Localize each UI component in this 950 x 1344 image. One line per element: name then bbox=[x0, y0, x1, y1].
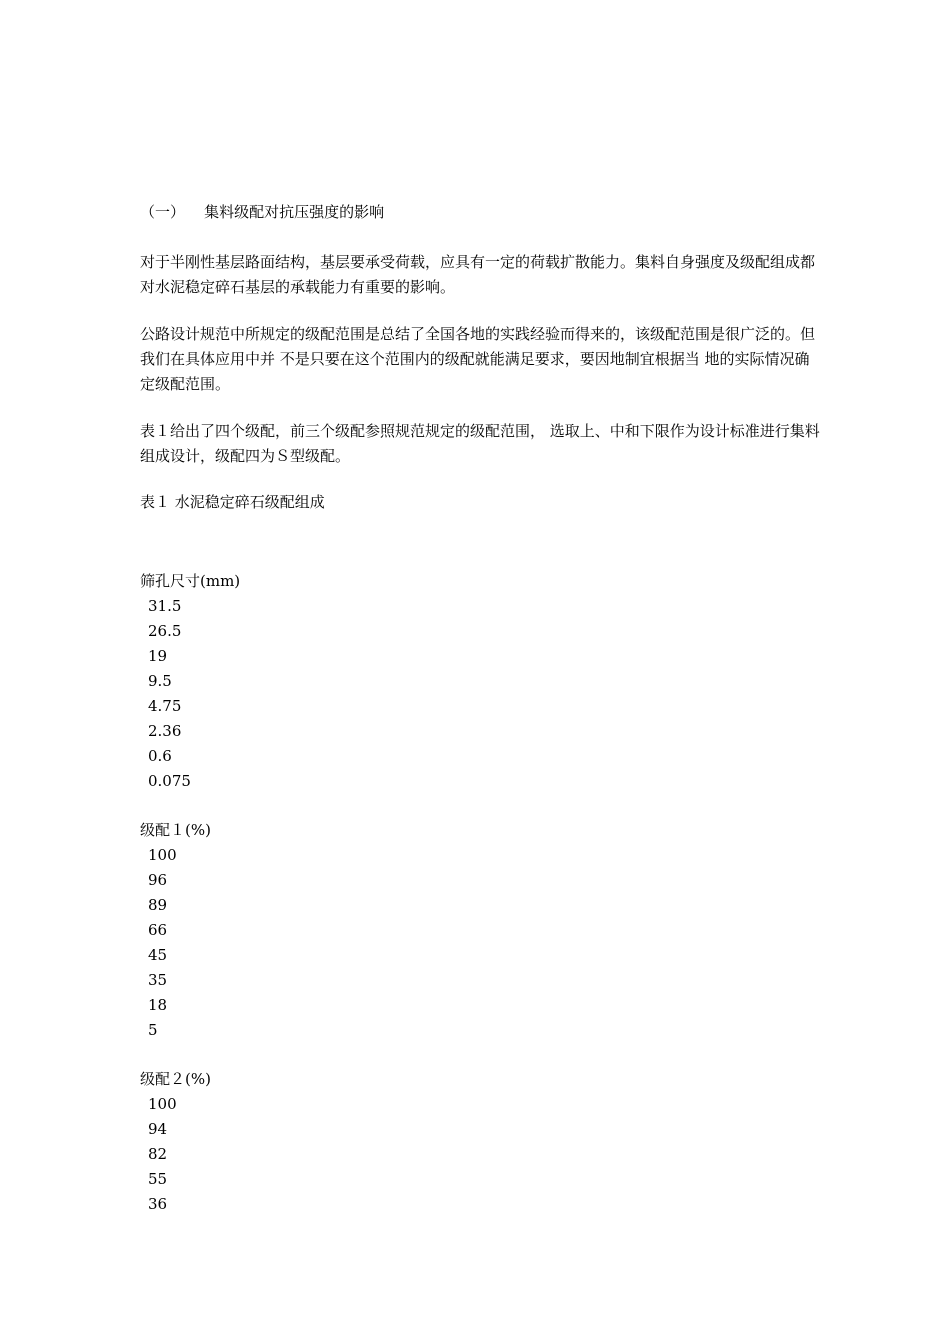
paragraph-1: 对于半刚性基层路面结构，基层要承受荷载，应具有一定的荷载扩散能力。集料自身强度及级配组成都对水泥稳定碎石基层的承载能力有重要的影响。 bbox=[140, 253, 816, 296]
table-cell: 55 bbox=[148, 1170, 168, 1188]
table-cell: 18 bbox=[148, 996, 168, 1014]
table-caption: 表１ 水泥稳定碎石级配组成 bbox=[140, 493, 325, 511]
table-cell: 31.5 bbox=[148, 597, 182, 615]
table-cell: 36 bbox=[148, 1195, 168, 1213]
column-header: 级配２(%) bbox=[140, 1070, 211, 1088]
table-column bbox=[140, 569, 820, 794]
section-title: 集料级配对抗压强度的影响 bbox=[204, 203, 385, 221]
table-cell: 19 bbox=[148, 647, 168, 665]
table-cell: 100 bbox=[148, 846, 177, 864]
table-cell: 5 bbox=[148, 1021, 158, 1039]
column-header: 筛孔尺寸(mm) bbox=[140, 572, 241, 590]
column-values bbox=[140, 594, 820, 794]
table-cell: 26.5 bbox=[148, 622, 182, 640]
table-column bbox=[140, 818, 820, 1043]
column-values bbox=[140, 843, 820, 1043]
table-cell: 96 bbox=[148, 871, 168, 889]
section-number: （一） bbox=[140, 203, 186, 221]
table-column bbox=[140, 1067, 820, 1217]
table-cell: 35 bbox=[148, 971, 168, 989]
table-cell: 9.5 bbox=[148, 672, 172, 690]
table-cell: 0.6 bbox=[148, 747, 172, 765]
table-cell: 82 bbox=[148, 1145, 168, 1163]
section-heading bbox=[140, 201, 820, 223]
table-cell: 2.36 bbox=[148, 722, 182, 740]
column-values bbox=[140, 1092, 820, 1217]
table-cell: 94 bbox=[148, 1120, 168, 1138]
column-header: 级配１(%) bbox=[140, 821, 211, 839]
paragraph-2: 公路设计规范中所规定的级配范围是总结了全国各地的实践经验而得来的，该级配范围是很广泛的。但我们在具体应用中并 不是只要在这个范围内的级配就能满足要求，要因地制宜根据当 地的实际情况确定级配范围。 bbox=[140, 325, 816, 393]
table-cell: 0.075 bbox=[148, 772, 191, 790]
table-cell: 100 bbox=[148, 1095, 177, 1113]
table-cell: 89 bbox=[148, 896, 168, 914]
table-cell: 66 bbox=[148, 921, 168, 939]
table-cell: 4.75 bbox=[148, 697, 182, 715]
document-page bbox=[140, 201, 820, 1241]
gradation-table bbox=[140, 569, 820, 1217]
paragraph-3: 表１给出了四个级配，前三个级配参照规范规定的级配范围， 选取上、中和下限作为设计标准进行集料组成设计，级配四为Ｓ型级配。 bbox=[140, 422, 820, 465]
table-cell: 45 bbox=[148, 946, 168, 964]
